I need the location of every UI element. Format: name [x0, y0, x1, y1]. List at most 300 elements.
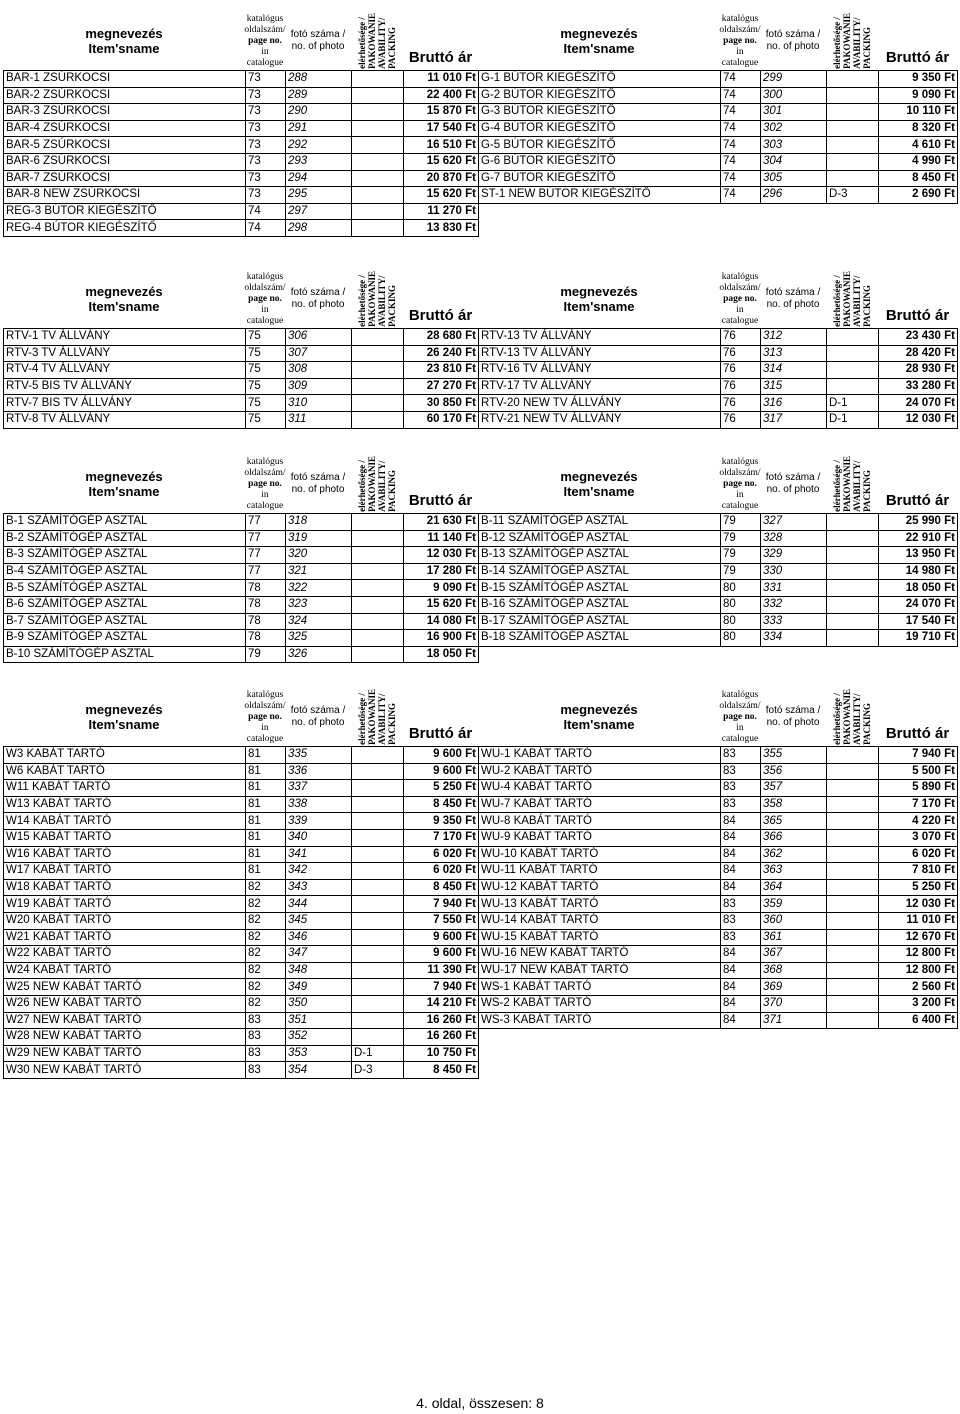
item-name: B-3 SZÁMÍTÓGÉP ASZTAL [4, 547, 246, 564]
gross-price: 14 210 Ft [404, 995, 479, 1012]
packing-code [827, 646, 879, 663]
gross-price: 16 510 Ft [404, 137, 479, 154]
gross-price [879, 203, 958, 220]
gross-price: 14 080 Ft [404, 613, 479, 630]
item-name: BAR-2 ZSÚRKOCSI [4, 87, 246, 104]
catalogue-page: 74 [721, 153, 761, 170]
gross-price [879, 1062, 958, 1079]
packing-code [827, 979, 879, 996]
packing-code: D-1 [352, 1045, 404, 1062]
header-photo-text [291, 29, 345, 53]
catalogue-page: 75 [246, 378, 286, 395]
catalogue-page: 80 [721, 580, 761, 597]
item-name: BAR-3 ZSÚRKOCSI [4, 104, 246, 121]
photo-number: 309 [286, 378, 352, 395]
table-row [4, 879, 958, 896]
catalogue-page: 77 [246, 514, 286, 531]
packing-code [827, 362, 879, 379]
item-name: W29 NEW KABÁT TARTÓ [4, 1045, 246, 1062]
gross-price: 24 070 Ft [879, 395, 958, 412]
catalogue-page: 82 [246, 962, 286, 979]
item-name: WU-15 KABÁT TARTÓ [479, 929, 721, 946]
catalogue-page: 73 [246, 137, 286, 154]
gross-price: 20 870 Ft [404, 170, 479, 187]
gross-price: 17 280 Ft [404, 563, 479, 580]
item-name: WS-3 KABÁT TARTÓ [479, 1012, 721, 1029]
item-name: B-17 SZÁMÍTÓGÉP ASZTAL [479, 613, 721, 630]
header-packing-text: elérhetősége / PAKOWANIE AVABILITY/ PACKING [357, 13, 397, 69]
item-name: W27 NEW KABÁT TARTÓ [4, 1012, 246, 1029]
gross-price: 7 940 Ft [404, 896, 479, 913]
photo-number: 328 [761, 530, 827, 547]
header-photo-line: no. of photo [291, 299, 345, 310]
gross-price: 4 610 Ft [879, 137, 958, 154]
header-photo-no [760, 688, 826, 746]
gross-price: 7 170 Ft [404, 829, 479, 846]
packing-code [827, 563, 879, 580]
packing-code [352, 345, 404, 362]
packing-code [352, 530, 404, 547]
catalogue-page: 83 [246, 1029, 286, 1046]
catalogue-page: 83 [246, 1012, 286, 1029]
photo-number: 297 [286, 203, 352, 220]
catalogue-page: 74 [721, 71, 761, 88]
packing-code [352, 596, 404, 613]
catalogue-page: 73 [246, 120, 286, 137]
item-name: BAR-7 ZSÚRKOCSI [4, 170, 246, 187]
item-name: B-6 SZÁMÍTÓGÉP ASZTAL [4, 596, 246, 613]
photo-number: 364 [761, 879, 827, 896]
catalogue-page [721, 203, 761, 220]
table-row [4, 846, 958, 863]
photo-number: 319 [286, 530, 352, 547]
photo-number: 302 [761, 120, 827, 137]
table-row [4, 896, 958, 913]
catalogue-page: 84 [721, 863, 761, 880]
header-packing [351, 455, 403, 513]
photo-number: 354 [286, 1062, 352, 1079]
item-name [479, 1045, 721, 1062]
packing-code [352, 763, 404, 780]
header-price [403, 12, 478, 70]
gross-price: 2 560 Ft [879, 979, 958, 996]
header-catalogue-page [245, 12, 285, 70]
catalogue-page: 74 [246, 203, 286, 220]
header-catalogue-page [245, 688, 285, 746]
price-table [3, 70, 958, 237]
packing-code [827, 1012, 879, 1029]
header-price [403, 455, 478, 513]
packing-code [352, 1029, 404, 1046]
packing-code [352, 946, 404, 963]
packing-code [827, 896, 879, 913]
item-name: BAR-1 ZSÚRKOCSI [4, 71, 246, 88]
item-name: W21 KABÁT TARTÓ [4, 929, 246, 946]
header-catalogue-line: oldalszám/ [244, 282, 286, 293]
header-name-en: Item'sname [563, 41, 635, 56]
photo-number [761, 220, 827, 237]
gross-price: 11 010 Ft [879, 912, 958, 929]
catalogue-page: 82 [246, 946, 286, 963]
header-catalogue-line: page no. [723, 293, 757, 304]
gross-price: 60 170 Ft [404, 411, 479, 428]
catalogue-page: 82 [246, 912, 286, 929]
item-name: W24 KABÁT TARTÓ [4, 962, 246, 979]
packing-code [352, 329, 404, 346]
packing-code [352, 863, 404, 880]
packing-code [352, 547, 404, 564]
packing-code [827, 1045, 879, 1062]
catalogue-page: 82 [246, 995, 286, 1012]
photo-number: 316 [761, 395, 827, 412]
header-catalogue-page [720, 270, 760, 328]
gross-price: 9 090 Ft [404, 580, 479, 597]
photo-number: 331 [761, 580, 827, 597]
photo-number: 314 [761, 362, 827, 379]
catalogue-page: 76 [721, 395, 761, 412]
catalogue-page: 76 [721, 378, 761, 395]
gross-price: 13 830 Ft [404, 220, 479, 237]
catalogue-page: 81 [246, 747, 286, 764]
photo-number [761, 203, 827, 220]
packing-code [827, 747, 879, 764]
gross-price: 7 550 Ft [404, 912, 479, 929]
table-row [4, 345, 958, 362]
item-name: BAR-5 ZSÚRKOCSI [4, 137, 246, 154]
header-catalogue-line: page no. [248, 293, 282, 304]
header-packing [351, 12, 403, 70]
table-row [4, 829, 958, 846]
gross-price: 8 450 Ft [404, 1062, 479, 1079]
photo-number: 370 [761, 995, 827, 1012]
catalogue-page: 81 [246, 780, 286, 797]
header-catalogue-text [719, 690, 760, 745]
header-catalogue-line: in catalogue [246, 722, 284, 744]
catalogue-page: 74 [721, 104, 761, 121]
header-catalogue-line: page no. [723, 35, 757, 46]
header-catalogue-line: katalógus [246, 271, 284, 282]
item-name: REG-4 BÚTOR KIEGÉSZÍTŐ [4, 220, 246, 237]
photo-number: 299 [761, 71, 827, 88]
gross-price: 9 350 Ft [879, 71, 958, 88]
photo-number: 337 [286, 780, 352, 797]
header-name [478, 455, 720, 513]
header-name-hu: megnevezés [85, 26, 163, 41]
gross-price: 13 950 Ft [879, 547, 958, 564]
header-catalogue-text [719, 14, 760, 69]
gross-price: 19 710 Ft [879, 630, 958, 647]
packing-code [827, 104, 879, 121]
gross-price: 15 620 Ft [404, 596, 479, 613]
catalogue-page: 82 [246, 896, 286, 913]
photo-number [761, 646, 827, 663]
gross-price: 8 450 Ft [879, 170, 958, 187]
packing-code [352, 563, 404, 580]
table-row [4, 946, 958, 963]
photo-number: 342 [286, 863, 352, 880]
item-name: W14 KABÁT TARTÓ [4, 813, 246, 830]
header-name-en: Item'sname [88, 484, 160, 499]
header-name-en: Item'sname [563, 484, 635, 499]
price-table [3, 513, 958, 663]
header-photo-no [285, 12, 351, 70]
packing-code [352, 514, 404, 531]
photo-number: 293 [286, 153, 352, 170]
catalogue-page: 73 [246, 187, 286, 204]
catalogue-page: 75 [246, 345, 286, 362]
photo-number: 327 [761, 514, 827, 531]
item-name: WU-10 KABÁT TARTÓ [479, 846, 721, 863]
header-price-text: Bruttó ár [408, 725, 473, 742]
photo-number: 325 [286, 630, 352, 647]
gross-price: 8 450 Ft [404, 796, 479, 813]
header-catalogue-line: oldalszám/ [719, 700, 761, 711]
catalogue-page: 80 [721, 613, 761, 630]
catalogue-page: 75 [246, 362, 286, 379]
price-section [3, 455, 957, 661]
header-photo-line: fotó száma / [290, 29, 346, 40]
item-name: WU-9 KABÁT TARTÓ [479, 829, 721, 846]
header-photo-line: no. of photo [766, 299, 820, 310]
packing-code [827, 71, 879, 88]
item-name: RTV-17 TV ÁLLVÁNY [479, 378, 721, 395]
table-row [4, 411, 958, 428]
header-price-text: Bruttó ár [885, 49, 950, 66]
gross-price: 33 280 Ft [879, 378, 958, 395]
packing-code [827, 796, 879, 813]
gross-price: 6 020 Ft [879, 846, 958, 863]
table-row [4, 747, 958, 764]
header-packing-text: elérhetősége / PAKOWANIE AVABILITY/ PACKING [832, 271, 872, 327]
packing-code [352, 979, 404, 996]
packing-code [352, 747, 404, 764]
gross-price: 5 250 Ft [404, 780, 479, 797]
header-catalogue-line: katalógus [246, 689, 284, 700]
photo-number: 358 [761, 796, 827, 813]
item-name: WU-4 KABÁT TARTÓ [479, 780, 721, 797]
header-name-en: Item'sname [563, 717, 635, 732]
photo-number: 353 [286, 1045, 352, 1062]
table-row [4, 87, 958, 104]
header-catalogue-page [720, 455, 760, 513]
item-name: WU-2 KABÁT TARTÓ [479, 763, 721, 780]
gross-price: 11 270 Ft [404, 203, 479, 220]
table-row [4, 203, 958, 220]
catalogue-page: 81 [246, 796, 286, 813]
price-section [3, 12, 957, 234]
gross-price: 6 020 Ft [404, 846, 479, 863]
packing-code [352, 71, 404, 88]
gross-price: 11 390 Ft [404, 962, 479, 979]
packing-code [352, 929, 404, 946]
table-row [4, 929, 958, 946]
header-catalogue-text [244, 457, 285, 512]
packing-code [352, 1012, 404, 1029]
header-photo-no [285, 270, 351, 328]
item-name: G-6 BÚTOR KIEGÉSZÍTŐ [479, 153, 721, 170]
catalogue-page: 74 [721, 87, 761, 104]
item-name: B-4 SZÁMÍTÓGÉP ASZTAL [4, 563, 246, 580]
catalogue-page: 83 [246, 1062, 286, 1079]
table-row [4, 1045, 958, 1062]
catalogue-page: 79 [246, 646, 286, 663]
catalogue-page: 84 [721, 962, 761, 979]
packing-code [352, 170, 404, 187]
gross-price: 9 600 Ft [404, 946, 479, 963]
header-photo-line: fotó száma / [765, 705, 821, 716]
packing-code [827, 378, 879, 395]
photo-number: 367 [761, 946, 827, 963]
item-name: B-12 SZÁMÍTÓGÉP ASZTAL [479, 530, 721, 547]
packing-code [827, 514, 879, 531]
photo-number: 303 [761, 137, 827, 154]
catalogue-page: 77 [246, 563, 286, 580]
gross-price [879, 1045, 958, 1062]
header-photo-text [291, 705, 345, 729]
packing-code [827, 1062, 879, 1079]
catalogue-page: 76 [721, 345, 761, 362]
catalogue-page: 83 [246, 1045, 286, 1062]
catalogue-page: 81 [246, 863, 286, 880]
price-section [3, 688, 957, 1076]
header-name-text [85, 469, 162, 499]
catalogue-page: 79 [721, 530, 761, 547]
gross-price: 7 810 Ft [879, 863, 958, 880]
gross-price: 14 980 Ft [879, 563, 958, 580]
item-name: W11 KABÁT TARTÓ [4, 780, 246, 797]
catalogue-page: 75 [246, 329, 286, 346]
gross-price: 18 050 Ft [404, 646, 479, 663]
photo-number: 322 [286, 580, 352, 597]
header-catalogue-line: katalógus [721, 13, 759, 24]
gross-price: 11 010 Ft [404, 71, 479, 88]
header-photo-text [766, 287, 820, 311]
header-price-text: Bruttó ár [408, 49, 473, 66]
item-name: B-2 SZÁMÍTÓGÉP ASZTAL [4, 530, 246, 547]
header-name-text [560, 469, 637, 499]
catalogue-page: 73 [246, 104, 286, 121]
gross-price: 28 420 Ft [879, 345, 958, 362]
photo-number: 308 [286, 362, 352, 379]
photo-number: 347 [286, 946, 352, 963]
photo-number: 310 [286, 395, 352, 412]
packing-code [827, 929, 879, 946]
gross-price: 5 890 Ft [879, 780, 958, 797]
header-name-en: Item'sname [88, 717, 160, 732]
item-name: B-10 SZÁMÍTÓGÉP ASZTAL [4, 646, 246, 663]
catalogue-page: 76 [721, 362, 761, 379]
item-name: W28 NEW KABÁT TARTÓ [4, 1029, 246, 1046]
header-name [478, 12, 720, 70]
packing-code [827, 780, 879, 797]
packing-code [827, 613, 879, 630]
item-name [479, 203, 721, 220]
photo-number: 369 [761, 979, 827, 996]
gross-price: 6 020 Ft [404, 863, 479, 880]
table-row [4, 220, 958, 237]
table-row [4, 995, 958, 1012]
gross-price: 5 250 Ft [879, 879, 958, 896]
item-name: RTV-8 TV ÁLLVÁNY [4, 411, 246, 428]
header-name [3, 270, 245, 328]
packing-code [827, 345, 879, 362]
photo-number: 355 [761, 747, 827, 764]
catalogue-page: 77 [246, 547, 286, 564]
header-catalogue-page [720, 688, 760, 746]
header-photo-no [760, 455, 826, 513]
item-name: G-5 BÚTOR KIEGÉSZÍTŐ [479, 137, 721, 154]
item-name: B-13 SZÁMÍTÓGÉP ASZTAL [479, 547, 721, 564]
gross-price: 28 930 Ft [879, 362, 958, 379]
catalogue-page: 83 [721, 763, 761, 780]
header-price-text: Bruttó ár [885, 307, 950, 324]
catalogue-page: 74 [721, 170, 761, 187]
table-row [4, 395, 958, 412]
table-row [4, 1012, 958, 1029]
header-price [878, 688, 957, 746]
item-name [479, 1029, 721, 1046]
photo-number: 368 [761, 962, 827, 979]
gross-price: 17 540 Ft [404, 120, 479, 137]
header-catalogue-line: katalógus [721, 689, 759, 700]
table-row [4, 613, 958, 630]
item-name: G-2 BÚTOR KIEGÉSZÍTŐ [479, 87, 721, 104]
header-packing-text: elérhetősége / PAKOWANIE AVABILITY/ PACKING [832, 689, 872, 745]
item-name: RTV-4 TV ÁLLVÁNY [4, 362, 246, 379]
gross-price: 4 990 Ft [879, 153, 958, 170]
item-name [479, 220, 721, 237]
catalogue-page: 81 [246, 846, 286, 863]
packing-code [827, 1029, 879, 1046]
packing-code [352, 879, 404, 896]
header-price-text: Bruttó ár [885, 725, 950, 742]
item-name: RTV-5 BIS TV ÁLLVÁNY [4, 378, 246, 395]
table-row [4, 547, 958, 564]
price-table [3, 746, 958, 1079]
item-name: G-4 BÚTOR KIEGÉSZÍTŐ [479, 120, 721, 137]
header-price [403, 688, 478, 746]
header-catalogue-line: katalógus [246, 456, 284, 467]
item-name: WU-17 NEW KABÁT TARTÓ [479, 962, 721, 979]
packing-code [827, 879, 879, 896]
header-name [3, 688, 245, 746]
item-name: B-9 SZÁMÍTÓGÉP ASZTAL [4, 630, 246, 647]
packing-code [352, 378, 404, 395]
catalogue-page: 73 [246, 87, 286, 104]
header-photo-line: fotó száma / [290, 287, 346, 298]
packing-code [827, 846, 879, 863]
catalogue-page [721, 220, 761, 237]
catalogue-page: 79 [721, 563, 761, 580]
header-name-hu: megnevezés [560, 26, 638, 41]
packing-code: D-3 [827, 187, 879, 204]
photo-number: 363 [761, 863, 827, 880]
packing-code [827, 120, 879, 137]
photo-number: 352 [286, 1029, 352, 1046]
header-name-hu: megnevezés [85, 469, 163, 484]
section-header [3, 455, 957, 513]
catalogue-page: 80 [721, 596, 761, 613]
packing-code [827, 580, 879, 597]
item-name: RTV-20 NEW TV ÁLLVÁNY [479, 395, 721, 412]
gross-price: 17 540 Ft [879, 613, 958, 630]
gross-price: 10 750 Ft [404, 1045, 479, 1062]
packing-code [827, 596, 879, 613]
packing-code [827, 813, 879, 830]
gross-price: 4 220 Ft [879, 813, 958, 830]
catalogue-page: 74 [721, 187, 761, 204]
catalogue-page: 73 [246, 153, 286, 170]
